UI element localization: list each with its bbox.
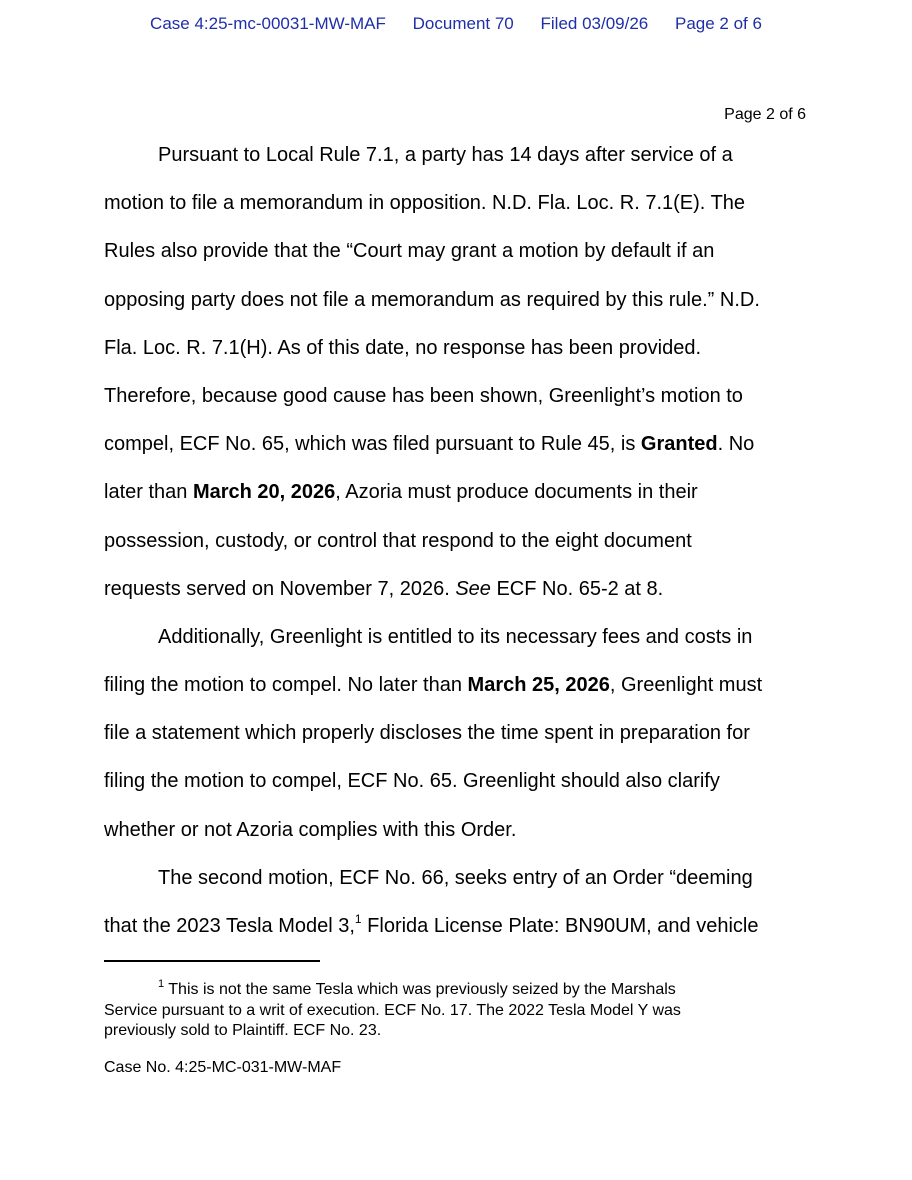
header-page-number: Page 2 of 6 [674,14,762,33]
body-line: The second motion, ECF No. 66, seeks entry of an Order “deeming [158,866,753,889]
body-line: possession, custody, or control that respond to the eight document [104,529,692,552]
footnote-reference[interactable]: 1 [354,912,362,926]
body-line: Therefore, because good cause has been shown, Greenlight’s motion to [104,384,743,407]
document-body [104,131,814,950]
ecf-header [0,14,912,34]
bold-ruling: Granted [640,433,718,456]
page-label: Page 2 of 6 [724,106,806,123]
footnote-line: Service pursuant to a writ of execution. ECF No. 17. The 2022 Tesla Model Y was [104,1001,681,1019]
bold-deadline: March 25, 2026 [467,674,610,697]
text-run: ECF No. 65-2 at 8. [490,577,664,600]
footnote-separator [104,960,320,962]
text-run: later than [104,481,193,504]
case-number-footer: Case No. 4:25-MC-031-MW-MAF [104,1059,342,1076]
body-line [104,565,814,613]
text-run: , Greenlight must [609,674,763,697]
body-line: opposing party does not file a memorandum as required by this rule.” N.D. [104,288,760,311]
footnote-line: previously sold to Plaintiff. ECF No. 23. [104,1022,382,1039]
body-line [104,468,814,516]
text-run: Florida License Plate: BN90UM, and vehicle [361,915,759,937]
body-line: whether or not Azoria complies with this Order. [104,818,517,841]
text-run: requests served on November 7, 2026. [104,577,456,600]
text-run: filing the motion to compel. No later than [104,674,468,697]
case-number: Case 4:25-mc-00031-MW-MAF [150,14,386,33]
body-line [104,420,814,468]
body-line: Pursuant to Local Rule 7.1, a party has 14 days after service of a [158,144,733,166]
text-run: . No [717,433,755,456]
body-line [104,661,814,709]
body-line: Additionally, Greenlight is entitled to its necessary fees and costs in [158,625,753,648]
footnote [104,980,814,1042]
text-run: This is not the same Tesla which was previously seized by the Marshals [164,981,676,998]
body-line: Fla. Loc. R. 7.1(H). As of this date, no response has been provided. [104,336,702,359]
document-number: Document 70 [412,14,514,33]
footnote-marker: 1 [158,978,165,990]
filed-date: Filed 03/09/26 [540,14,649,33]
footnote-line [104,980,814,1001]
body-line: filing the motion to compel, ECF No. 65. Greenlight should also clarify [104,770,720,793]
text-run: , Azoria must produce documents in their [335,481,698,504]
text-run: compel, ECF No. 65, which was filed pursuant to Rule 45, is [104,433,641,456]
body-line [104,902,814,950]
italic-signal: See [455,577,491,600]
text-run: that the 2023 Tesla Model 3, [104,915,355,937]
body-line: motion to file a memorandum in opposition. N.D. Fla. Loc. R. 7.1(E). The [104,192,746,215]
body-line: Rules also provide that the “Court may grant a motion by default if an [104,240,715,263]
bold-deadline: March 20, 2026 [192,481,336,504]
body-line: file a statement which properly discloses the time spent in preparation for [104,722,750,745]
